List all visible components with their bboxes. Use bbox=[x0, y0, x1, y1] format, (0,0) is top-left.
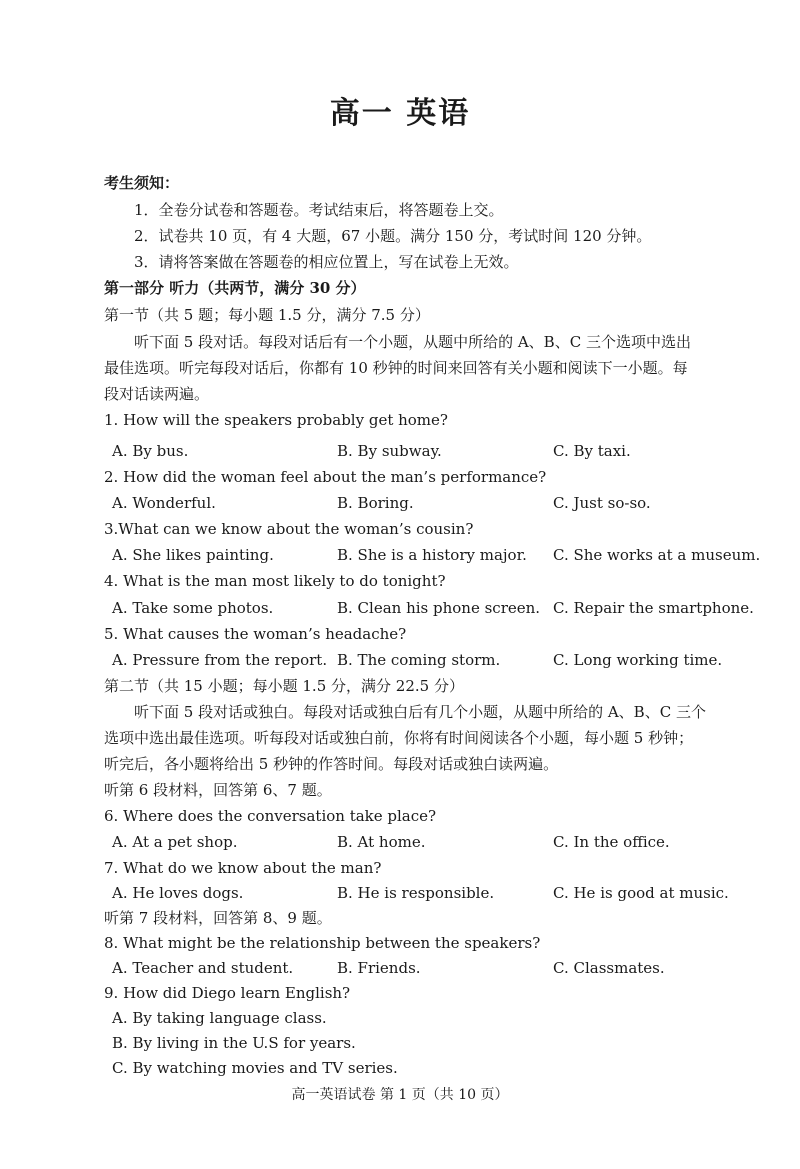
option-b: B. She is a history major. bbox=[337, 546, 527, 564]
notice-item: 1．全卷分试卷和答题卷。考试结束后，将答题卷上交。 bbox=[134, 201, 504, 219]
option-c: C. Repair the smartphone. bbox=[553, 599, 754, 617]
option-b: B. He is responsible. bbox=[337, 884, 495, 902]
section2-instructions: 选项中选出最佳选项。听每段对话或独白前，你将有时间阅读各个小题，每小题 5 秒钟； bbox=[104, 729, 694, 747]
option-c: C. By watching movies and TV series. bbox=[112, 1059, 398, 1077]
option-b: B. Friends. bbox=[337, 959, 421, 977]
option-b: B. By living in the U.S for years. bbox=[112, 1034, 356, 1052]
section2-instructions: 听完后，各小题将给出 5 秒钟的作答时间。每段对话或独白读两遍。 bbox=[104, 755, 559, 773]
option-b: B. Boring. bbox=[337, 494, 414, 512]
option-c: C. He is good at music. bbox=[553, 884, 729, 902]
option-c: C. Classmates. bbox=[553, 959, 665, 977]
part1-heading: 第一部分 听力（共两节，满分 30 分） bbox=[104, 279, 366, 297]
question-text: 6. Where does the conversation take place? bbox=[104, 807, 437, 825]
option-c: C. By taxi. bbox=[553, 442, 631, 460]
page-title: 高一 英语 bbox=[329, 96, 471, 131]
question-text: 9. How did Diego learn English? bbox=[104, 984, 351, 1002]
option-a: A. By taking language class. bbox=[112, 1009, 327, 1027]
notice-item: 2．试卷共 10 页，有 4 大题，67 小题。满分 150 分，考试时间 120 分钟。 bbox=[134, 227, 652, 245]
option-a: A. Pressure from the report. bbox=[112, 651, 328, 669]
section1-instructions: 最佳选项。听完每段对话后，你都有 10 秒钟的时间来回答有关小题和阅读下一小题。每 bbox=[104, 359, 688, 377]
option-b: B. Clean his phone screen. bbox=[337, 599, 541, 617]
material-note: 听第 6 段材料，回答第 6、7 题。 bbox=[104, 781, 332, 799]
option-c: C. Just so-so. bbox=[553, 494, 651, 512]
option-b: B. By subway. bbox=[337, 442, 442, 460]
option-c: C. She works at a museum. bbox=[553, 546, 761, 564]
section2-heading: 第二节（共 15 小题；每小题 1.5 分，满分 22.5 分） bbox=[104, 677, 464, 695]
question-text: 8. What might be the relationship between the speakers? bbox=[104, 934, 541, 952]
option-a: A. He loves dogs. bbox=[112, 884, 244, 902]
material-note: 听第 7 段材料，回答第 8、9 题。 bbox=[104, 909, 332, 927]
section2-instructions: 听下面 5 段对话或独白。每段对话或独白后有几个小题，从题中所给的 A、B、C 三个 bbox=[134, 703, 706, 721]
option-a: A. Take some photos. bbox=[112, 599, 274, 617]
question-text: 1. How will the speakers probably get home? bbox=[104, 411, 448, 429]
page-footer: 高一英语试卷 第 1 页（共 10 页） bbox=[291, 1087, 509, 1103]
option-c: C. Long working time. bbox=[553, 651, 723, 669]
notice-item: 3．请将答案做在答题卷的相应位置上，写在试卷上无效。 bbox=[134, 253, 519, 271]
question-text: 2. How did the woman feel about the man’s performance? bbox=[104, 468, 547, 486]
option-b: B. At home. bbox=[337, 833, 426, 851]
option-a: A. She likes painting. bbox=[112, 546, 274, 564]
option-a: A. Teacher and student. bbox=[112, 959, 294, 977]
option-a: A. Wonderful. bbox=[112, 494, 216, 512]
question-text: 7. What do we know about the man? bbox=[104, 859, 382, 877]
option-b: B. The coming storm. bbox=[337, 651, 501, 669]
question-text: 4. What is the man most likely to do tonight? bbox=[104, 572, 446, 590]
section1-instructions: 段对话读两遍。 bbox=[104, 385, 210, 403]
option-c: C. In the office. bbox=[553, 833, 670, 851]
section1-instructions: 听下面 5 段对话。每段对话后有一个小题，从题中所给的 A、B、C 三个选项中选出 bbox=[134, 333, 691, 351]
question-text: 3.What can we know about the woman’s cousin? bbox=[104, 520, 474, 538]
question-text: 5. What causes the woman’s headache? bbox=[104, 625, 407, 643]
notice-heading: 考生须知： bbox=[104, 174, 180, 192]
option-a: A. By bus. bbox=[112, 442, 189, 460]
section1-heading: 第一节（共 5 题；每小题 1.5 分，满分 7.5 分） bbox=[104, 306, 430, 324]
option-a: A. At a pet shop. bbox=[112, 833, 238, 851]
